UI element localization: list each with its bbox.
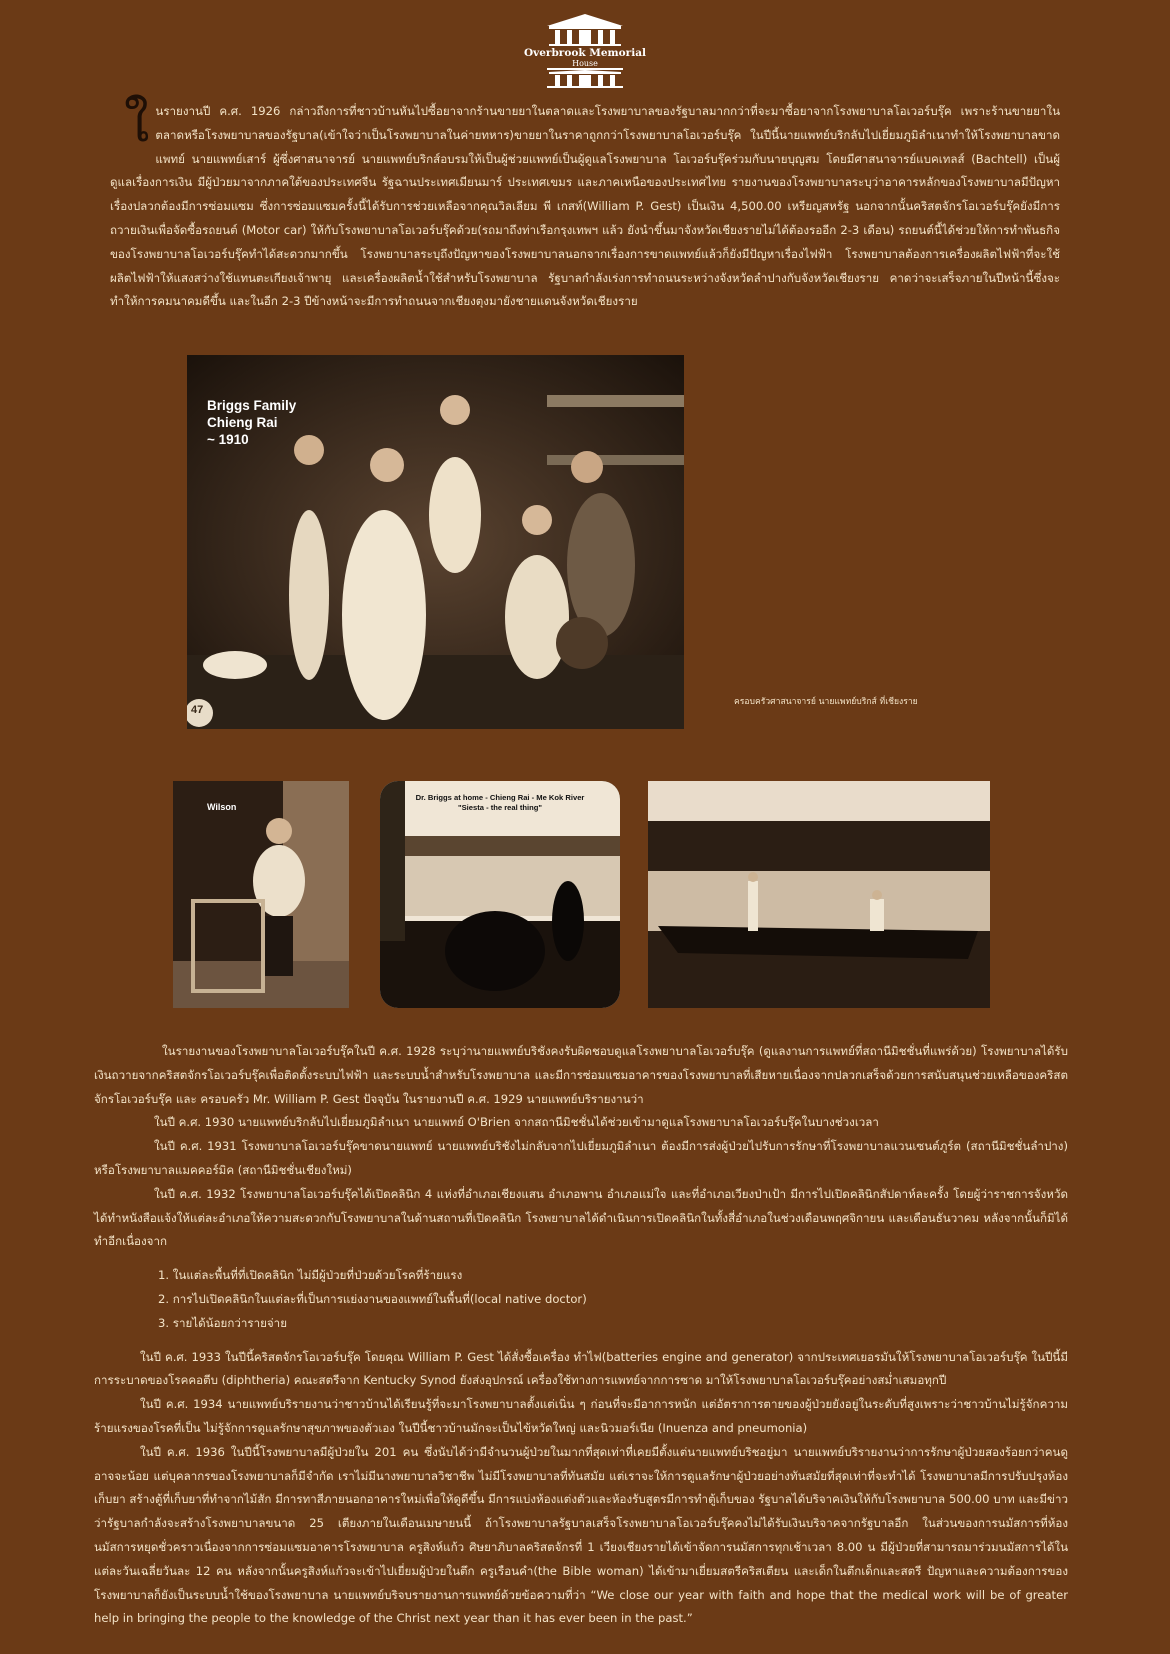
house-roof-icon: [543, 12, 627, 46]
main-photo-caption: ครอบครัวศาสนาจารย์ นายแพทย์บริกส์ ที่เชียงราย: [734, 697, 918, 707]
logo-name: Overbrook Memorial: [523, 47, 646, 59]
river-boat-photo: [648, 781, 990, 1008]
siesta-photo: [380, 781, 620, 1008]
list-item: 3. รายได้น้อยกว่ารายจ่าย: [158, 1315, 287, 1330]
wilson-photo: [173, 781, 349, 1008]
paragraph-1930: ในปี ค.ศ. 1930 นายแพทย์บริกลับไปเยี่ยมภูมิลำเนา นายแพทย์ O'Brien จากสถานีมิชชั่นได้ช่วยเข้ามาดูแลโรงพยาบาลโอเวอร์บรุ๊คในบางช่วงเวลา: [154, 1115, 879, 1130]
photo-overlay-title: Briggs Family Chieng Rai ~ 1910: [207, 398, 297, 447]
paragraph-1932: ในปี ค.ศ. 1932 โรงพยาบาลโอเวอร์บรุ๊คได้เปิดคลินิก 4 แห่งที่อำเภอเชียงแสน อำเภอพาน อำเภอแม่ใจ และที่อำเภอเวียงป่าเป้า มีการไปเปิดคลินิกสัปดาห์ละครั้ง โดยผู้ว่าราชการจังหวัดได้ทำหนังสือแจ้งให้แต่ละอำเภอให้ความสะดวกกับโรงพยาบาลในด้านสถานที่เปิดคลินิก โรงพยาบาลได้ดำเนินการเปิดคลินิกในทั้งสี่อำเภอในช่วงเดือนพฤศจิกายน และเดือนธันวาคม หลังจากนั้นก็มิได้ทำอีกเนื่องจาก: [94, 1186, 1068, 1249]
logo-subtitle: House: [572, 59, 598, 68]
paragraph-1928: ในรายงานของโรงพยาบาลโอเวอร์บรุ๊คในปี ค.ศ. 1928 ระบุว่านายแพทย์บริชังคงรับผิดชอบดูแลโรงพยาบาลโอเวอร์บรุ๊ค (ดูแลงานการแพทย์ที่สถานีมิชชั่นที่แพร่ด้วย) โรงพยาบาลได้รับเงินถวายจากคริสตจักรโอเวอร์บรุ๊คเพื่อติดตั้งระบบไฟฟ้า และระบบน้ำสำหรับโรงพยาบาล และมีการซ่อมแซมอาคารของโรงพยาบาลที่เสียหายเนื่องจากปลวกเสร็จด้วยการสนับสนุนช่วยเหลือของคริสตจักรโอเวอร์บรุ๊ค และ ครอบครัว Mr. William P. Gest ปัจจุบัน ในรายงานปี ค.ศ. 1929 นายแพทย์บริรายงานว่า: [94, 1044, 1068, 1106]
house-base-icon: [543, 68, 627, 88]
overbrook-logo: [520, 12, 650, 96]
wilson-label: Wilson: [207, 802, 237, 812]
paragraph-1936: ในปี ค.ศ. 1936 ในปีนี้โรงพยาบาลมีผู้ป่วยใน 201 คน ซึ่งนับได้ว่ามีจำนวนผู้ป่วยในมากที่สุดเท่าที่เคยมีตั้งแต่นายแพทย์บริชอยู่มา นายแพทย์บริรายงานว่าการรักษาผู้ป่วยสองร้อยกว่าคนดูอาจจะน้อย แต่บุคลากรของโรงพยาบาลก็มีจำกัด เราไม่มีนางพยาบาลวิชาชีพ ไม่มีโรงพยาบาลที่ทันสมัย แต่เราจะให้การดูแลรักษาผู้ป่วยอย่างทันสมัยที่สุดเท่าที่จะทำได้ โรงพยาบาลมีการปรับปรุงห้องเก็บยา สร้างตู้ที่เก็บยาที่ทำจากไม้สัก มีการทาสีภายนอกอาคารใหม่เพื่อให้ดูดีขึ้น มีการแบ่งห้องแต่งตัวและห้องรับสูตรมีการทำตู้เก็บของ รัฐบาลได้บริจาคเงินให้กับโรงพยาบาล 500.00 บาท และมีข่าวว่ารัฐบาลกำลังจะสร้างโรงพยาบาลขนาด 25 เตียงภายในเดือนเมษายนนี้ ถ้าโรงพยาบาลรัฐบาลเสร็จโรงพยาบาลโอเวอร์บรุ๊คคงไม่ได้รับเงินบริจาคจากรัฐบาลอีก ในส่วนของการนมัสการที่ห้องนมัสการหยุดชั่วคราวเนื่องจากการซ่อมแซมอาคารโรงพยาบาล ครูสิงห์แก้ว ศิษยาภิบาลคริสตจักรที่ 1 เวียงเชียงรายได้เข้าจัดการนมัสการทุกเช้าเวลา 8.00 น มีผู้ป่วยที่สามารถมาร่วมนมัสการได้ในแต่ละวันเฉลี่ยวันละ 12 คน หลังจากนั้นครูสิงห์แก้วจะเข้าไปเยี่ยมผู้ป่วยในตึก ครูเรือนคำ(the Bible woman) ได้เข้ามาเยี่ยมสตรีคริสเตียน และเด็กในตึกเด็กและสตรี ปัญหาและความต้องการของโรงพยาบาลก็ยังเป็นระบบน้ำใช้ของโรงพยาบาล นายแพทย์บริจบรายงานการแพทย์ด้วยข้อความที่ว่า “We close our year with faith and hope that the medical work will be of greater help in bringing the people to the knowledge of the Christ next year than it has ever been in the past.”: [94, 1444, 1068, 1626]
paragraph-1933: ในปี ค.ศ. 1933 ในปีนี้คริสตจักรโอเวอร์บรุ๊ค โดยคุณ William P. Gest ได้สั่งซื้อเครื่อง ทำไฟ(batteries engine and generator) จากประเทศเยอรมันให้โรงพยาบาลโอเวอร์บรุ๊ค ในปีนี้มีการระบาดของโรคคอตีบ (diphtheria) คณะสตรีจาก Kentucky Synod ยังส่งอุปกรณ์ เครื่องใช้ทางการแพทย์จากการซาด มาให้โรงพยาบาลโอเวอร์บรุ๊คอย่างสม่ำเสมอทุกปี: [94, 1349, 1068, 1388]
intro-paragraph: นรายงานปี ค.ศ. 1926 กล่าวถึงการที่ชาวบ้านหันไปซื้อยาจากร้านขายยาในตลาดและโรงพยาบาลของรัฐบาลมากกว่าที่จะมาซื้อยาจากโรงพยาบาลโอเวอร์บรุ๊ค เพราะร้านขายยาในตลาดหรือโรงพยาบาลของรัฐบาล(เข้าใจว่าเป็นโรงพยาบาลในค่ายทหาร)ขายยาในราคาถูกกว่าโรงพยาบาลโอเวอร์บรุ๊ค ในปีนี้นายแพทย์บริกลับไปเยี่ยมภูมิลำเนาทำให้โรงพยาบาลขาดแพทย์ นายแพทย์เสาร์ ผู้ซึ่งศาสนาจารย์ นายแพทย์บริกส์อบรมให้เป็นผู้ช่วยแพทย์เป็นผู้ดูแลโรงพยาบาล โอเวอร์บรุ๊คร่วมกับนายบุญสม โดยมีศาสนาจารย์แบคเทลส์ (Bachtell) เป็นผู้ดูแลเรื่องการเงิน มีผู้ป่วยมาจากภาคใต้ของประเทศจีน รัฐฉานประเทศเมียนมาร์ ประเทศเขมร และภาคเหนือของประเทศไทย รายงานของโรงพยาบาลระบุว่าอาคารหลักของโรงพยาบาลมีปัญหาเรื่องปลวกต้องมีการซ่อมแซม ซึ่งการซ่อมแซมครั้งนี้ได้รับการช่วยเหลือจากคุณวิลเลียม พี เกสท์(William P. Gest) เป็นเงิน 4,500.00 เหรียญสหรัฐ นอกจากนั้นคริสตจักรโอเวอร์บรุ๊คยังมีการถวายเงินเพื่อจัดซื้อรถยนต์ (Motor car) ให้กับโรงพยาบาลโอเวอร์บรุ๊คด้วย(รถมาถึงท่าเรือกรุงเทพฯ แล้ว ยังนำขึ้นมาจังหวัดเชียงรายไม่ได้ต้องรออีก 2-3 เดือน) รถยนต์นี้ได้ช่วยให้การทำพันธกิจของโรงพยาบาลโอเวอร์บรุ๊คทำได้สะดวกมากขึ้น โรงพยาบาลระบุถึงปัญหาของโรงพยาบาลนอกจากเรื่องการขาดแพทย์แล้วก็ยังมีปัญหาเรื่องไฟฟ้า โรงพยาบาลต้องการเครื่องผลิตไฟฟ้าที่จะใช้ผลิตไฟฟ้าให้แสงสว่างใช้แทนตะเกียงเจ้าพายุ และเครื่องผลิตน้ำใช้สำหรับโรงพยาบาล รัฐบาลกำลังเร่งการทำถนนระหว่างจังหวัดลำปางกับจังหวัดเชียงราย คาดว่าจะเสร็จภายในปีหน้านี้ซึ่งจะทำให้การคมนาคมดีขึ้น และในอีก 2-3 ปีข้างหน้าจะมีการทำถนนจากเชียงตุงมายังชายแดนจังหวัดเชียงราย: [110, 104, 1060, 309]
photo-corner-number: 47: [191, 704, 204, 716]
drop-cap: ใ: [124, 94, 150, 154]
paragraph-1934: ในปี ค.ศ. 1934 นายแพทย์บริรายงานว่าชาวบ้านได้เรียนรู้ที่จะมาโรงพยาบาลตั้งแต่เนิ่น ๆ ก่อนที่จะมีอาการหนัก แต่อัตราการตายของผู้ป่วยยังอยู่ในระดับที่สูงเพราะว่าชาวบ้านไม่รู้จักความร้ายแรงของโรคที่เป็น ไม่รู้จักการดูแลรักษาสุขภาพของตัวเอง ในปีนี้ชาวบ้านมักจะเป็นไข้หวัดใหญ่ และนิวมอร์เนีย (Inuenza and pneumonia): [94, 1397, 1068, 1435]
reasons-list: [158, 1264, 1068, 1335]
history-section: [94, 1040, 1068, 1631]
list-item: 2. การไปเปิดคลินิกในแต่ละที่เป็นการแย่งงานของแพทย์ในพื้นที่(local native doctor): [158, 1291, 587, 1306]
siesta-title: Dr. Briggs at home - Chieng Rai - Me Kok River "Siesta - the real thing": [415, 793, 585, 812]
briggs-family-photo: [187, 355, 684, 729]
intro-section: [110, 94, 1060, 314]
list-item: 1. ในแต่ละพื้นที่ที่เปิดคลินิก ไม่มีผู้ป่วยที่ป่วยด้วยโรคที่ร้ายแรง: [158, 1268, 463, 1283]
paragraph-1931: ในปี ค.ศ. 1931 โรงพยาบาลโอเวอร์บรุ๊คขาดนายแพทย์ นายแพทย์บริชังไม่กลับจากไปเยี่ยมภูมิลำเนา ต้องมีการส่งผู้ป่วยไปรับการรักษาที่โรงพยาบาลแวนเซนต์ภูร์ต (สถานีมิชชั่นลำปาง) หรือโรงพยาบาลแมคคอร์มิค (สถานีมิชชั่นเชียงใหม่): [94, 1139, 1068, 1177]
